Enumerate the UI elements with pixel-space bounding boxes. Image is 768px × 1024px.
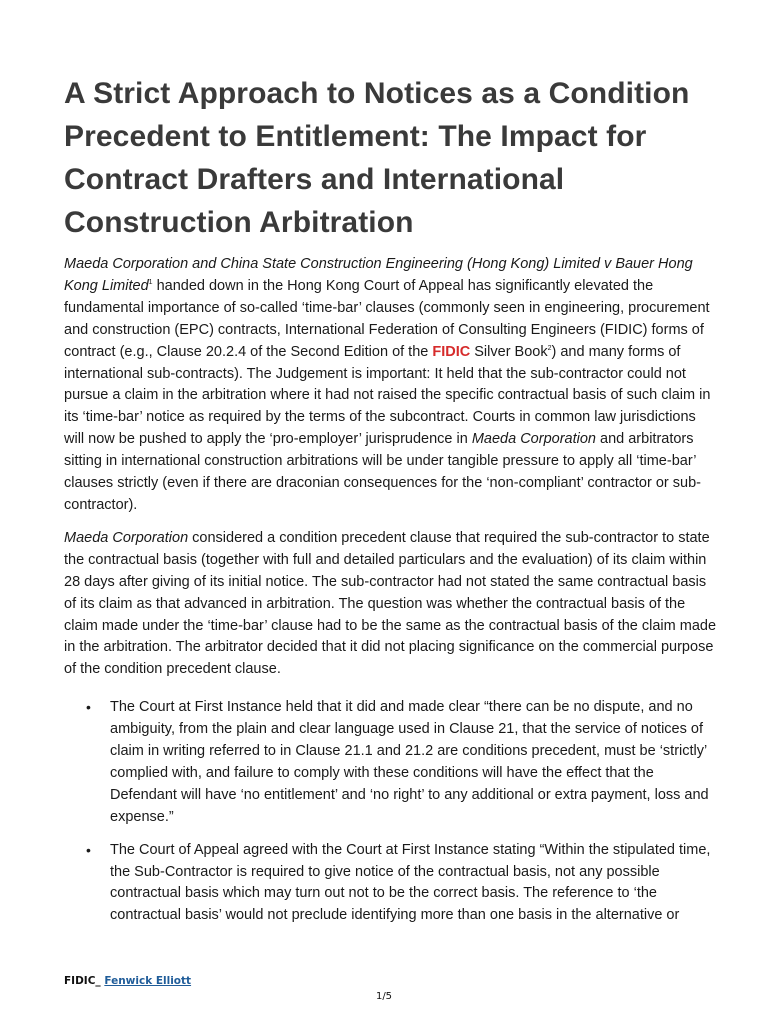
document-title: A Strict Approach to Notices as a Condition Precedent to Entitlement: The Impact for Contract Drafters and International Construction Arbitration [64,77,690,239]
intro-text-c: ) and many forms of international sub-contracts). The Judgement is important: It held that the sub-contractor could not pursue a claim in the arbitration where it had not raised the specific contractual basis of such claim in its ‘time-bar’ notice as required by the terms of the subcontract. Courts in common law jurisdictions will now be pushed to apply the ‘pro-employer’ jurisprudence in [64,343,711,448]
document-page [64,72,718,927]
page-number: 1/5 [375,991,393,1002]
list-item [64,697,718,828]
footnote-ref-2[interactable]: 2 [547,344,552,352]
footer-prefix: FIDIC_ [64,975,105,987]
intro-text-b: Silver Book [470,343,548,360]
bullet-list [64,697,718,927]
paragraph-condition [64,528,718,681]
page-footer [64,975,191,987]
bullet-icon: • [86,699,91,716]
case-short-name: Maeda Corporation [64,529,189,546]
intro-text-a: handed down in the Hong Kong Court of Appeal has significantly elevated the fundamental importance of so-called ‘time-bar’ clauses (commonly seen in engineering, procurement and construction (EPC) contracts, International Federation of Consulting Engineers (FIDIC) forms of contract (e.g., Clause 20.2.4 of the Second Edition of the [64,277,710,360]
list-item-text: The Court of Appeal agreed with the Court at First Instance stating “Within the stipulated time, the Sub-Contractor is required to give notice of the contractual basis, not any possible contractual basis which may turn out not to be the correct basis. The reference to ‘the contractual basis’ would not preclude identifying more than one basis in the alternative or [110,841,711,924]
list-item [64,840,718,928]
fidic-highlight: FIDIC [432,343,471,360]
footnote-ref-1[interactable]: 1 [148,279,153,287]
case-short-name: Maeda Corporation [471,431,596,448]
bullet-icon: • [86,841,91,858]
intro-text-d: and arbitrators sitting in international construction arbitrations will be under tangible pressure to apply all ‘time-bar’ clauses strictly (even if there are draconian consequences for the ‘non-compliant’ contractor or sub-contractor). [64,431,701,513]
fenwick-elliott-link[interactable]: Fenwick Elliott [104,975,192,987]
paragraph-intro [64,254,718,517]
condition-text: considered a condition precedent clause that required the sub-contractor to state the contractual basis (together with full and detailed particulars and the evaluation) of its claim within 28 days after giving of its initial notice. The sub-contractor had not stated the same contractual basis of its claim as that advanced in arbitration. The question was whether the contractual basis of the claim made under the ‘time-bar’ clause had to be the same as the contractual basis of the claim made in the arbitration. The arbitrator decided that it did not placing significance on the commercial purpose of the condition precedent clause. [64,529,717,678]
list-item-text: The Court at First Instance held that it did and made clear “there can be no dispute, and no ambiguity, from the plain and clear language used in Clause 21, that the service of notices of claim in writing referred to in Clause 21.1 and 21.2 are conditions precedent, must be ‘strictly’ complied with, and failure to comply with these conditions will have the effect that the Defendant will have ‘no entitlement’ and ‘no right’ to any additional or extra payment, loss and expense.” [110,699,709,825]
case-name: Maeda Corporation and China State Construction Engineering (Hong Kong) Limited v Bauer Hong Kong Limited [64,256,693,294]
